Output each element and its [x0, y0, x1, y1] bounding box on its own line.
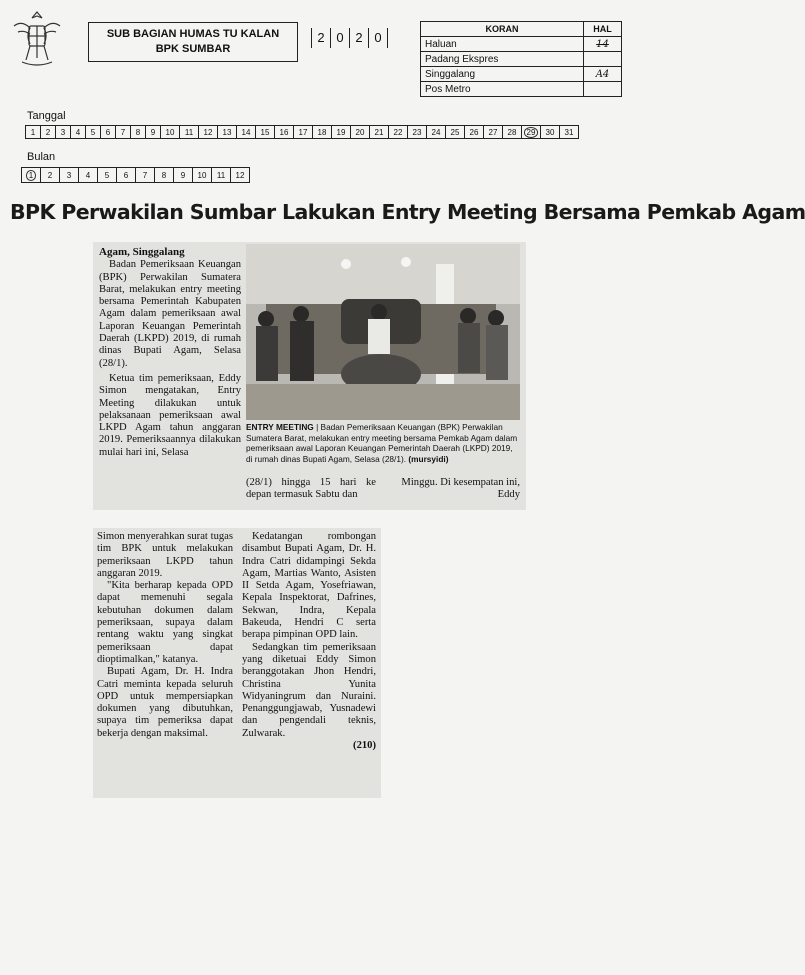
date-number: 31	[564, 127, 574, 137]
date-number: 2	[45, 127, 51, 137]
date-row	[25, 125, 579, 139]
date-number: 25	[450, 127, 460, 137]
date-number: 14	[241, 127, 251, 137]
newspaper-name: Padang Ekspres	[421, 52, 584, 67]
date-cell	[313, 126, 332, 139]
date-number: 4	[75, 127, 81, 137]
year-digit: 0	[368, 28, 388, 48]
office-stamp	[88, 22, 298, 62]
table-row	[421, 52, 622, 67]
month-cell	[136, 168, 155, 183]
table-row	[421, 67, 622, 82]
month-cell	[60, 168, 79, 183]
article-column-5	[242, 531, 376, 752]
article-column-4	[97, 531, 233, 740]
date-number: 6	[105, 127, 111, 137]
date-cell	[408, 126, 427, 139]
month-row	[21, 167, 250, 183]
date-cell	[218, 126, 237, 139]
paragraph: (28/1) hingga 15 hari ke depan termasuk Sabtu dan	[246, 477, 376, 501]
bulan-label: Bulan	[27, 151, 56, 163]
date-cell	[56, 126, 71, 139]
year-box	[311, 28, 388, 48]
month-number: 1	[26, 170, 36, 181]
month-cell	[79, 168, 98, 183]
date-number: 27	[488, 127, 498, 137]
photo-caption	[246, 422, 520, 464]
date-number: 26	[469, 127, 479, 137]
paragraph: Simon menyerahkan surat tugas tim BPK untuk melakukan pemeriksaan LKPD tahun anggaran 2019.	[97, 531, 233, 579]
date-cell	[131, 126, 146, 139]
date-number: 8	[135, 127, 141, 137]
month-number: 11	[216, 170, 226, 180]
article-code: (210)	[353, 740, 376, 752]
date-number: 16	[279, 127, 289, 137]
date-cell	[541, 126, 560, 139]
date-number: 28	[507, 127, 517, 137]
date-cell	[26, 126, 41, 139]
paragraph: Kedatangan rombongan disambut Bupati Agam, Dr. H. Indra Catri didampingi Sekda Agam, Martias Wanto, Asisten II Setda Agam, Yosefriawan, Kepala Inspektorat, Dafrines, Sekwan, Indra, Kepala Bakeuda, Hendri C serta berapa pimpinan OPD lain.	[242, 531, 376, 641]
month-cell	[155, 168, 174, 183]
date-number: 24	[431, 127, 441, 137]
garuda-emblem-icon	[8, 6, 66, 72]
date-cell	[351, 126, 370, 139]
caption-credit: (mursyidi)	[408, 453, 449, 464]
table-row	[421, 37, 622, 52]
month-number: 5	[104, 170, 110, 180]
month-number: 4	[85, 170, 91, 180]
date-cell	[294, 126, 313, 139]
date-number: 18	[317, 127, 327, 137]
date-cell	[522, 126, 541, 139]
office-line-1: SUB BAGIAN HUMAS TU KALAN	[106, 28, 280, 40]
month-number: 12	[235, 170, 245, 180]
date-cell	[370, 126, 389, 139]
paragraph: Minggu. Di kesempatan ini, Eddy	[401, 477, 520, 501]
month-cell	[98, 168, 117, 183]
date-cell	[560, 126, 579, 139]
newspaper-table	[420, 21, 622, 97]
date-cell	[332, 126, 351, 139]
date-cell	[237, 126, 256, 139]
date-number: 30	[545, 127, 555, 137]
month-cell	[117, 168, 136, 183]
date-number: 21	[374, 127, 384, 137]
date-number: 15	[260, 127, 270, 137]
date-cell	[101, 126, 116, 139]
article-column-2	[246, 477, 376, 502]
date-cell	[86, 126, 101, 139]
month-number: 2	[47, 170, 53, 180]
date-number: 7	[120, 127, 126, 137]
date-cell	[275, 126, 294, 139]
caption-tag: ENTRY MEETING	[246, 422, 314, 432]
month-number: 3	[66, 170, 72, 180]
page-number	[584, 82, 622, 97]
date-cell	[503, 126, 522, 139]
date-number: 3	[60, 127, 66, 137]
date-cell	[180, 126, 199, 139]
date-number: 19	[336, 127, 346, 137]
page-number: A4	[584, 67, 622, 82]
date-number: 5	[90, 127, 96, 137]
paragraph: Badan Pemeriksaan Keuangan (BPK) Perwakilan Sumatera Barat, melakukan entry meeting bersama Pemerintah Kabupaten Agam dalam pemeriksaan awal Laporan Keuangan Pemerintah Daerah (LKPD) 2019, di rumah dinas Bupati Agam, Selasa (28/1).	[99, 259, 241, 369]
newspaper-name: Haluan	[421, 37, 584, 52]
article-column-1	[99, 246, 241, 459]
newspaper-name: Pos Metro	[421, 82, 584, 97]
year-digit: 2	[349, 28, 368, 48]
month-cell	[193, 168, 212, 183]
month-cell	[22, 168, 41, 183]
page-number: 14	[584, 37, 622, 52]
month-cell	[231, 168, 250, 183]
date-cell	[41, 126, 56, 139]
date-cell	[146, 126, 161, 139]
headline: BPK Perwakilan Sumbar Lakukan Entry Meeting Bersama Pemkab Agam	[10, 200, 805, 224]
date-cell	[71, 126, 86, 139]
date-number: 11	[184, 127, 194, 137]
date-cell	[256, 126, 275, 139]
article-photo	[246, 244, 520, 420]
office-line-2: BPK SUMBAR	[155, 43, 231, 55]
date-cell	[161, 126, 180, 139]
date-number: 20	[355, 127, 365, 137]
year-digit: 0	[330, 28, 349, 48]
month-cell	[174, 168, 193, 183]
month-number: 6	[123, 170, 129, 180]
paragraph: Ketua tim pemeriksaan, Eddy Simon mengatakan, Entry Meeting dilakukan untuk pelaksanaan pemeriksaan awal LKPD Agam tahun anggaran 2019. Pemeriksaannya dilakukan mulai hari ini, Selasa	[99, 372, 241, 458]
date-number: 23	[412, 127, 422, 137]
newspaper-name: Singgalang	[421, 67, 584, 82]
table-row	[421, 82, 622, 97]
caption-text: | Badan Pemeriksaan Keuangan (BPK) Perwakilan Sumatera Barat, melakukan entry meeting bersama Pemkab Agam dalam pemeriksaan awal Laporan Keuangan Pemerintah Daerah (LKPD) 2019, di rumah dinas Bupati Agam, Selasa (28/1).	[246, 422, 518, 464]
year-digit: 2	[311, 28, 330, 48]
article-column-3	[394, 477, 520, 502]
month-cell	[212, 168, 231, 183]
month-number: 9	[180, 170, 186, 180]
date-cell	[465, 126, 484, 139]
date-number: 12	[203, 127, 213, 137]
date-number: 1	[30, 127, 36, 137]
paragraph: Sedangkan tim pemeriksaan yang diketuai Eddy Simon beranggotakan Jhon Hendri, Christina Yunita Widyaningrum dan Nuraini. Penanggungjawab, Yusnadewi dan pengendali teknis, Zulwarak.	[242, 641, 376, 739]
month-cell	[41, 168, 60, 183]
date-number: 10	[165, 127, 175, 137]
date-number: 29	[524, 127, 539, 138]
koran-header: KORAN	[421, 22, 584, 37]
tanggal-label: Tanggal	[27, 110, 66, 122]
month-number: 10	[197, 170, 207, 180]
hal-header: HAL	[584, 22, 622, 37]
paragraph: "Kita berharap kepada OPD dapat memenuhi segala kebutuhan dokumen dalam pemeriksaan, supaya dalam rentang waktu yang singkat pemeriksaan dapat dioptimalkan," katanya.	[97, 580, 233, 665]
date-cell	[484, 126, 503, 139]
dateline: Agam, Singgalang	[99, 246, 185, 258]
date-cell	[389, 126, 408, 139]
paragraph: Bupati Agam, Dr. H. Indra Catri meminta kepada seluruh OPD untuk mempersiapkan dokumen yang dibutuhkan, supaya tim pemeriksa dapat bekerja dengan maksimal.	[97, 666, 233, 739]
date-cell	[116, 126, 131, 139]
month-number: 7	[142, 170, 148, 180]
page-number	[584, 52, 622, 67]
date-cell	[446, 126, 465, 139]
date-number: 22	[393, 127, 403, 137]
date-cell	[199, 126, 218, 139]
date-cell	[427, 126, 446, 139]
date-number: 17	[298, 127, 308, 137]
month-number: 8	[161, 170, 167, 180]
date-number: 9	[150, 127, 156, 137]
date-number: 13	[222, 127, 232, 137]
